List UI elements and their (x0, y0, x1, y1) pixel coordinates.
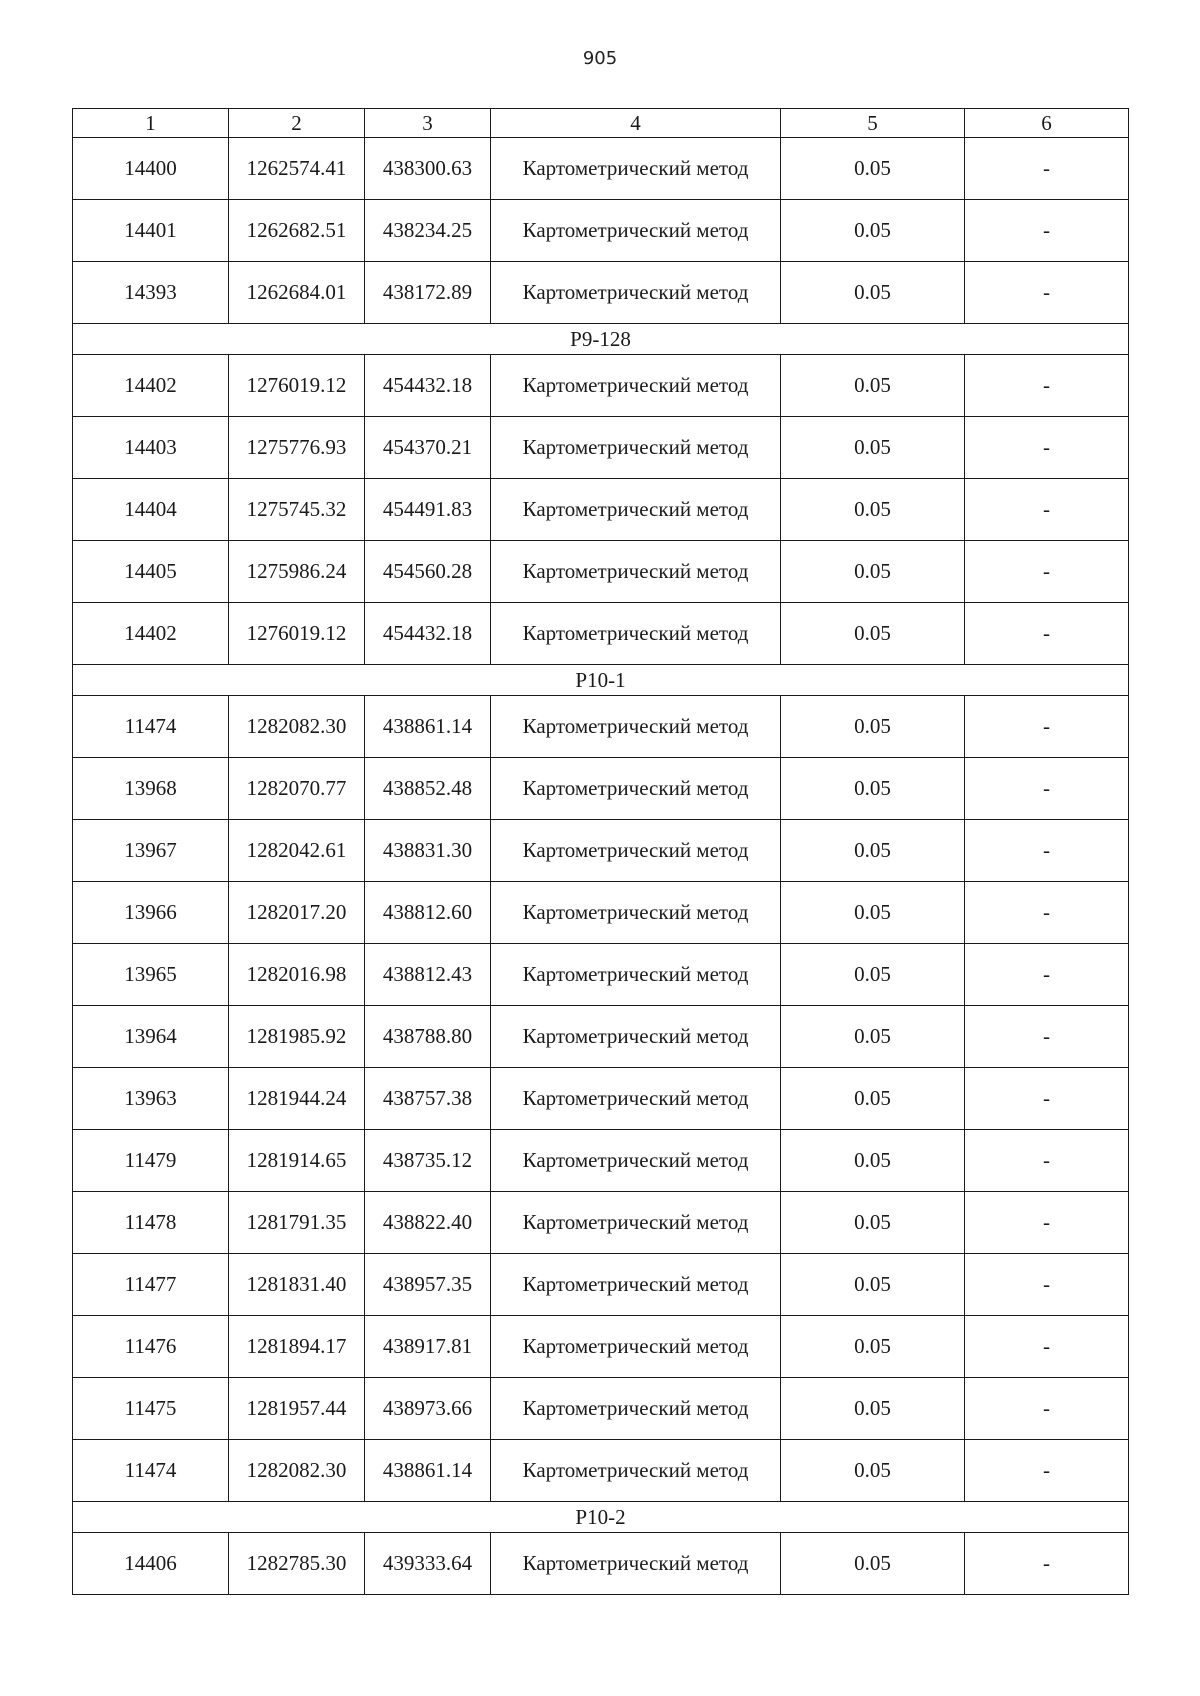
table-row (73, 944, 1129, 1006)
y-coordinate-cell: 454370.21 (365, 417, 491, 479)
point-number-cell: 14402 (73, 603, 229, 665)
column-header: 6 (965, 109, 1129, 138)
note-cell: - (965, 603, 1129, 665)
point-number-cell: 11477 (73, 1254, 229, 1316)
y-coordinate-cell: 438831.30 (365, 820, 491, 882)
point-number-cell: 13968 (73, 758, 229, 820)
x-coordinate-cell: 1262684.01 (229, 262, 365, 324)
section-label: Р9-128 (73, 324, 1129, 355)
point-number-cell: 13967 (73, 820, 229, 882)
x-coordinate-cell: 1275745.32 (229, 479, 365, 541)
x-coordinate-cell: 1275776.93 (229, 417, 365, 479)
y-coordinate-cell: 438973.66 (365, 1378, 491, 1440)
x-coordinate-cell: 1282082.30 (229, 1440, 365, 1502)
note-cell: - (965, 138, 1129, 200)
point-number-cell: 13964 (73, 1006, 229, 1068)
table-row (73, 1378, 1129, 1440)
y-coordinate-cell: 438757.38 (365, 1068, 491, 1130)
y-coordinate-cell: 438172.89 (365, 262, 491, 324)
x-coordinate-cell: 1282785.30 (229, 1533, 365, 1595)
accuracy-cell: 0.05 (781, 541, 965, 603)
accuracy-cell: 0.05 (781, 1316, 965, 1378)
table-row (73, 479, 1129, 541)
point-number-cell: 11475 (73, 1378, 229, 1440)
y-coordinate-cell: 454560.28 (365, 541, 491, 603)
accuracy-cell: 0.05 (781, 1006, 965, 1068)
note-cell: - (965, 417, 1129, 479)
table-row (73, 1254, 1129, 1316)
table-row (73, 1440, 1129, 1502)
x-coordinate-cell: 1281831.40 (229, 1254, 365, 1316)
column-header: 5 (781, 109, 965, 138)
table-row (73, 1533, 1129, 1595)
note-cell: - (965, 944, 1129, 1006)
table-row (73, 603, 1129, 665)
point-number-cell: 11474 (73, 696, 229, 758)
accuracy-cell: 0.05 (781, 758, 965, 820)
point-number-cell: 14406 (73, 1533, 229, 1595)
accuracy-cell: 0.05 (781, 138, 965, 200)
accuracy-cell: 0.05 (781, 603, 965, 665)
note-cell: - (965, 1254, 1129, 1316)
table-body (73, 138, 1129, 1595)
y-coordinate-cell: 438234.25 (365, 200, 491, 262)
column-header: 4 (491, 109, 781, 138)
y-coordinate-cell: 438812.43 (365, 944, 491, 1006)
method-cell: Картометрический метод (491, 479, 781, 541)
point-number-cell: 13966 (73, 882, 229, 944)
x-coordinate-cell: 1281985.92 (229, 1006, 365, 1068)
method-cell: Картометрический метод (491, 820, 781, 882)
point-number-cell: 11476 (73, 1316, 229, 1378)
section-row (73, 324, 1129, 355)
accuracy-cell: 0.05 (781, 262, 965, 324)
method-cell: Картометрический метод (491, 262, 781, 324)
accuracy-cell: 0.05 (781, 200, 965, 262)
y-coordinate-cell: 438822.40 (365, 1192, 491, 1254)
y-coordinate-cell: 438917.81 (365, 1316, 491, 1378)
method-cell: Картометрический метод (491, 882, 781, 944)
accuracy-cell: 0.05 (781, 1378, 965, 1440)
note-cell: - (965, 1533, 1129, 1595)
x-coordinate-cell: 1281791.35 (229, 1192, 365, 1254)
note-cell: - (965, 541, 1129, 603)
method-cell: Картометрический метод (491, 1533, 781, 1595)
x-coordinate-cell: 1281914.65 (229, 1130, 365, 1192)
method-cell: Картометрический метод (491, 355, 781, 417)
y-coordinate-cell: 454432.18 (365, 603, 491, 665)
note-cell: - (965, 1068, 1129, 1130)
method-cell: Картометрический метод (491, 696, 781, 758)
note-cell: - (965, 1440, 1129, 1502)
header-row (73, 109, 1129, 138)
page-number: 905 (582, 48, 618, 69)
accuracy-cell: 0.05 (781, 1254, 965, 1316)
accuracy-cell: 0.05 (781, 1130, 965, 1192)
method-cell: Картометрический метод (491, 944, 781, 1006)
accuracy-cell: 0.05 (781, 1440, 965, 1502)
y-coordinate-cell: 438788.80 (365, 1006, 491, 1068)
x-coordinate-cell: 1282016.98 (229, 944, 365, 1006)
x-coordinate-cell: 1281957.44 (229, 1378, 365, 1440)
accuracy-cell: 0.05 (781, 944, 965, 1006)
x-coordinate-cell: 1282042.61 (229, 820, 365, 882)
accuracy-cell: 0.05 (781, 417, 965, 479)
y-coordinate-cell: 438812.60 (365, 882, 491, 944)
column-header: 2 (229, 109, 365, 138)
point-number-cell: 14402 (73, 355, 229, 417)
y-coordinate-cell: 438300.63 (365, 138, 491, 200)
table-row (73, 1130, 1129, 1192)
table-row (73, 1192, 1129, 1254)
note-cell: - (965, 820, 1129, 882)
point-number-cell: 11479 (73, 1130, 229, 1192)
accuracy-cell: 0.05 (781, 882, 965, 944)
table-row (73, 355, 1129, 417)
method-cell: Картометрический метод (491, 1130, 781, 1192)
y-coordinate-cell: 439333.64 (365, 1533, 491, 1595)
method-cell: Картометрический метод (491, 541, 781, 603)
method-cell: Картометрический метод (491, 1006, 781, 1068)
x-coordinate-cell: 1275986.24 (229, 541, 365, 603)
note-cell: - (965, 200, 1129, 262)
x-coordinate-cell: 1276019.12 (229, 603, 365, 665)
note-cell: - (965, 355, 1129, 417)
column-header: 1 (73, 109, 229, 138)
point-number-cell: 11474 (73, 1440, 229, 1502)
table-row (73, 1068, 1129, 1130)
accuracy-cell: 0.05 (781, 479, 965, 541)
note-cell: - (965, 479, 1129, 541)
section-label: Р10-1 (73, 665, 1129, 696)
x-coordinate-cell: 1281944.24 (229, 1068, 365, 1130)
y-coordinate-cell: 454432.18 (365, 355, 491, 417)
x-coordinate-cell: 1282082.30 (229, 696, 365, 758)
accuracy-cell: 0.05 (781, 820, 965, 882)
accuracy-cell: 0.05 (781, 696, 965, 758)
method-cell: Картометрический метод (491, 758, 781, 820)
x-coordinate-cell: 1262682.51 (229, 200, 365, 262)
accuracy-cell: 0.05 (781, 1533, 965, 1595)
note-cell: - (965, 758, 1129, 820)
x-coordinate-cell: 1282070.77 (229, 758, 365, 820)
table-row (73, 417, 1129, 479)
point-number-cell: 13965 (73, 944, 229, 1006)
point-number-cell: 14401 (73, 200, 229, 262)
note-cell: - (965, 1006, 1129, 1068)
x-coordinate-cell: 1276019.12 (229, 355, 365, 417)
table-row (73, 882, 1129, 944)
y-coordinate-cell: 438852.48 (365, 758, 491, 820)
y-coordinate-cell: 438957.35 (365, 1254, 491, 1316)
method-cell: Картометрический метод (491, 200, 781, 262)
y-coordinate-cell: 438861.14 (365, 696, 491, 758)
table-row (73, 1006, 1129, 1068)
column-header: 3 (365, 109, 491, 138)
method-cell: Картометрический метод (491, 1068, 781, 1130)
section-row (73, 665, 1129, 696)
y-coordinate-cell: 454491.83 (365, 479, 491, 541)
note-cell: - (965, 1130, 1129, 1192)
method-cell: Картометрический метод (491, 138, 781, 200)
note-cell: - (965, 1192, 1129, 1254)
coordinates-table (72, 108, 1129, 1595)
table-row (73, 541, 1129, 603)
point-number-cell: 14403 (73, 417, 229, 479)
method-cell: Картометрический метод (491, 417, 781, 479)
point-number-cell: 11478 (73, 1192, 229, 1254)
point-number-cell: 14400 (73, 138, 229, 200)
table-row (73, 262, 1129, 324)
point-number-cell: 13963 (73, 1068, 229, 1130)
table-row (73, 696, 1129, 758)
note-cell: - (965, 1316, 1129, 1378)
y-coordinate-cell: 438861.14 (365, 1440, 491, 1502)
accuracy-cell: 0.05 (781, 1068, 965, 1130)
note-cell: - (965, 262, 1129, 324)
point-number-cell: 14393 (73, 262, 229, 324)
table-row (73, 200, 1129, 262)
y-coordinate-cell: 438735.12 (365, 1130, 491, 1192)
table-row (73, 1316, 1129, 1378)
note-cell: - (965, 696, 1129, 758)
x-coordinate-cell: 1281894.17 (229, 1316, 365, 1378)
note-cell: - (965, 1378, 1129, 1440)
accuracy-cell: 0.05 (781, 355, 965, 417)
section-label: Р10-2 (73, 1502, 1129, 1533)
method-cell: Картометрический метод (491, 1192, 781, 1254)
table-row (73, 820, 1129, 882)
table-row (73, 758, 1129, 820)
x-coordinate-cell: 1262574.41 (229, 138, 365, 200)
method-cell: Картометрический метод (491, 1254, 781, 1316)
accuracy-cell: 0.05 (781, 1192, 965, 1254)
method-cell: Картометрический метод (491, 1316, 781, 1378)
note-cell: - (965, 882, 1129, 944)
point-number-cell: 14405 (73, 541, 229, 603)
x-coordinate-cell: 1282017.20 (229, 882, 365, 944)
section-row (73, 1502, 1129, 1533)
method-cell: Картометрический метод (491, 603, 781, 665)
table-row (73, 138, 1129, 200)
point-number-cell: 14404 (73, 479, 229, 541)
method-cell: Картометрический метод (491, 1378, 781, 1440)
method-cell: Картометрический метод (491, 1440, 781, 1502)
